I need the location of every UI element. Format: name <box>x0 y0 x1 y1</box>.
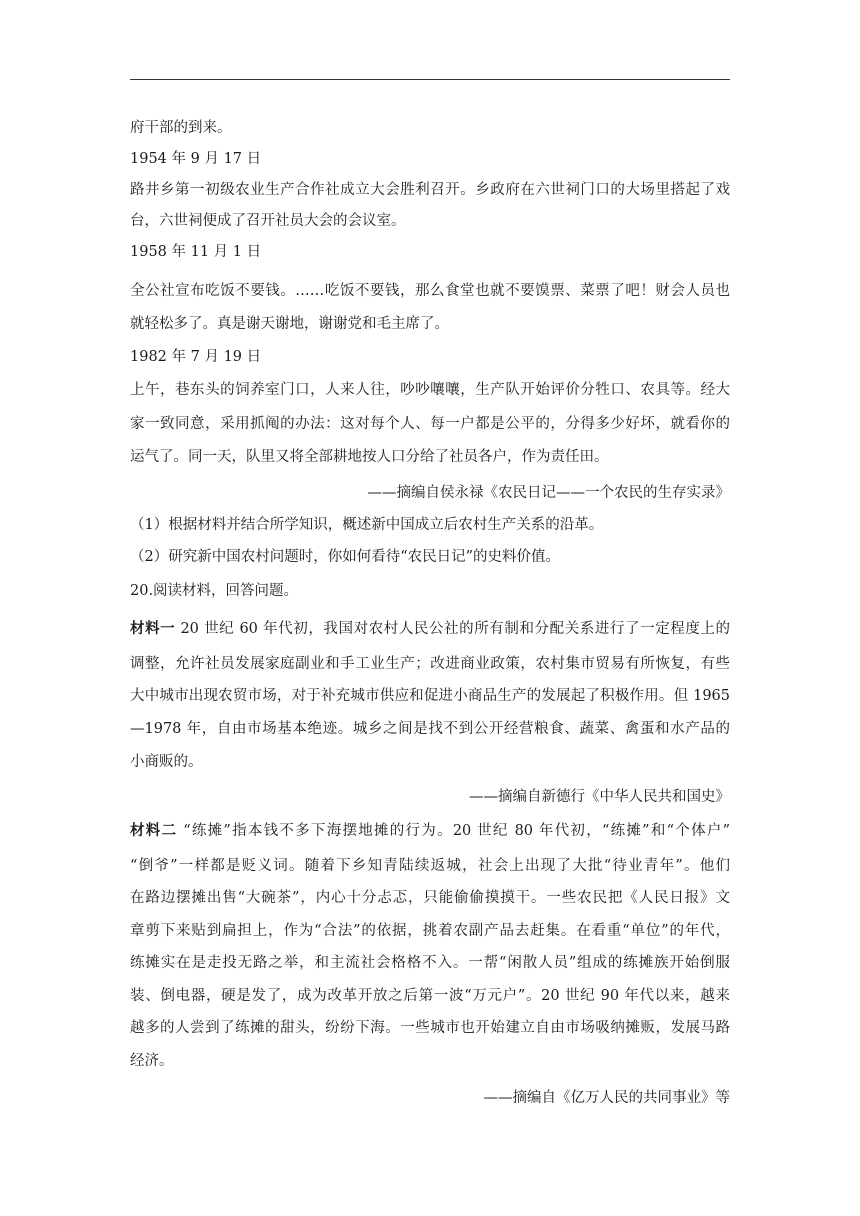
text-line: 台，六世祠便成了召开社员大会的会议室。 <box>130 213 406 229</box>
text-span: 20 世纪 60 年代初，我国对农村人民公社的所有制和分配关系进行了一定程度上的 <box>180 621 730 637</box>
material-two-line <box>130 821 730 841</box>
text-line: 练摊实在是走投无路之举，和主流社会格格不入。一帮“闲散人员”组成的练摊族开始倒服 <box>130 955 730 971</box>
text-line: “倒爷”一样都是贬义词。随着下乡知青陆续返城，社会上出现了大批“待业青年”。他们 <box>130 858 730 874</box>
text-line: 章剪下来贴到扁担上，作为“合法”的依据，挑着农副产品去赶集。在看重“单位”的年代， <box>130 923 730 939</box>
text-line: 小商贩的。 <box>130 754 203 770</box>
material-one-label: 材料一 <box>130 621 176 637</box>
text-line: 家一致同意，采用抓阄的办法：这对每个人、每一户都是公平的，分得多少好坏，就看你的 <box>130 416 730 432</box>
source-citation: ——摘编自《亿万人民的共同事业》等 <box>483 1090 730 1106</box>
source-citation: ——摘编自新德行《中华人民共和国史》 <box>469 789 730 805</box>
text-line: 大中城市出现农贸市场，对于补充城市供应和促进小商品生产的发展起了积极作用。但 1965 <box>130 688 730 704</box>
text-line: 在路边摆摊出售“大碗茶”，内心十分忐忑，只能偷偷摸摸干。一些农民把《人民日报》文 <box>130 890 730 906</box>
text-line: 路井乡第一初级农业生产合作社成立大会胜利召开。乡政府在六世祠门口的大场里搭起了戏 <box>130 182 730 198</box>
text-line: —1978 年，自由市场基本绝迹。城乡之间是找不到公开经营粮食、蔬菜、禽蛋和水产品的 <box>130 721 730 737</box>
header-rule <box>130 79 730 80</box>
question-heading: 20.阅读材料，回答问题。 <box>130 583 299 599</box>
text-line: 府干部的到来。 <box>130 120 232 136</box>
diary-date: 1958 年 11 月 1 日 <box>130 244 262 260</box>
text-line: 越多的人尝到了练摊的甜头，纷纷下海。一些城市也开始建立自由市场吸纳摊贩，发展马路 <box>130 1020 730 1036</box>
text-line: 上午，巷东头的饲养室门口，人来人往，吵吵嚷嚷，生产队开始评价分牲口、农具等。经大 <box>130 382 730 398</box>
text-span: “练摊”指本钱不多下海摆地摊的行为。20 世纪 80 年代初，“练摊”和“个体户” <box>183 823 730 839</box>
text-line: 装、倒电器，硬是发了，成为改革开放之后第一波“万元户”。20 世纪 90 年代以来，越来 <box>130 988 730 1004</box>
text-line: 经济。 <box>130 1053 174 1069</box>
text-line: 调整，允许社员发展家庭副业和手工业生产；改进商业政策，农村集市贸易有所恢复，有些 <box>130 656 730 672</box>
source-citation: ——摘编自侯永禄《农民日记——一个农民的生存实录》 <box>367 485 730 501</box>
question-1: （1）根据材料并结合所学知识，概述新中国成立后农村生产关系的沿革。 <box>130 517 604 533</box>
material-two-label: 材料二 <box>130 823 178 839</box>
question-2: （2）研究新中国农村问题时，你如何看待“农民日记”的史料价值。 <box>130 549 561 565</box>
text-line: 就轻松多了。真是谢天谢地，谢谢党和毛主席了。 <box>130 316 449 332</box>
diary-date: 1954 年 9 月 17 日 <box>130 151 262 167</box>
material-one-line <box>130 619 730 639</box>
text-line: 全公社宣布吃饭不要钱。……吃饭不要钱，那么食堂也就不要馍票、菜票了吧！财会人员也 <box>130 283 730 299</box>
diary-date: 1982 年 7 月 19 日 <box>130 349 262 365</box>
text-line: 运气了。同一天，队里又将全部耕地按人口分给了社员各户，作为责任田。 <box>130 449 609 465</box>
